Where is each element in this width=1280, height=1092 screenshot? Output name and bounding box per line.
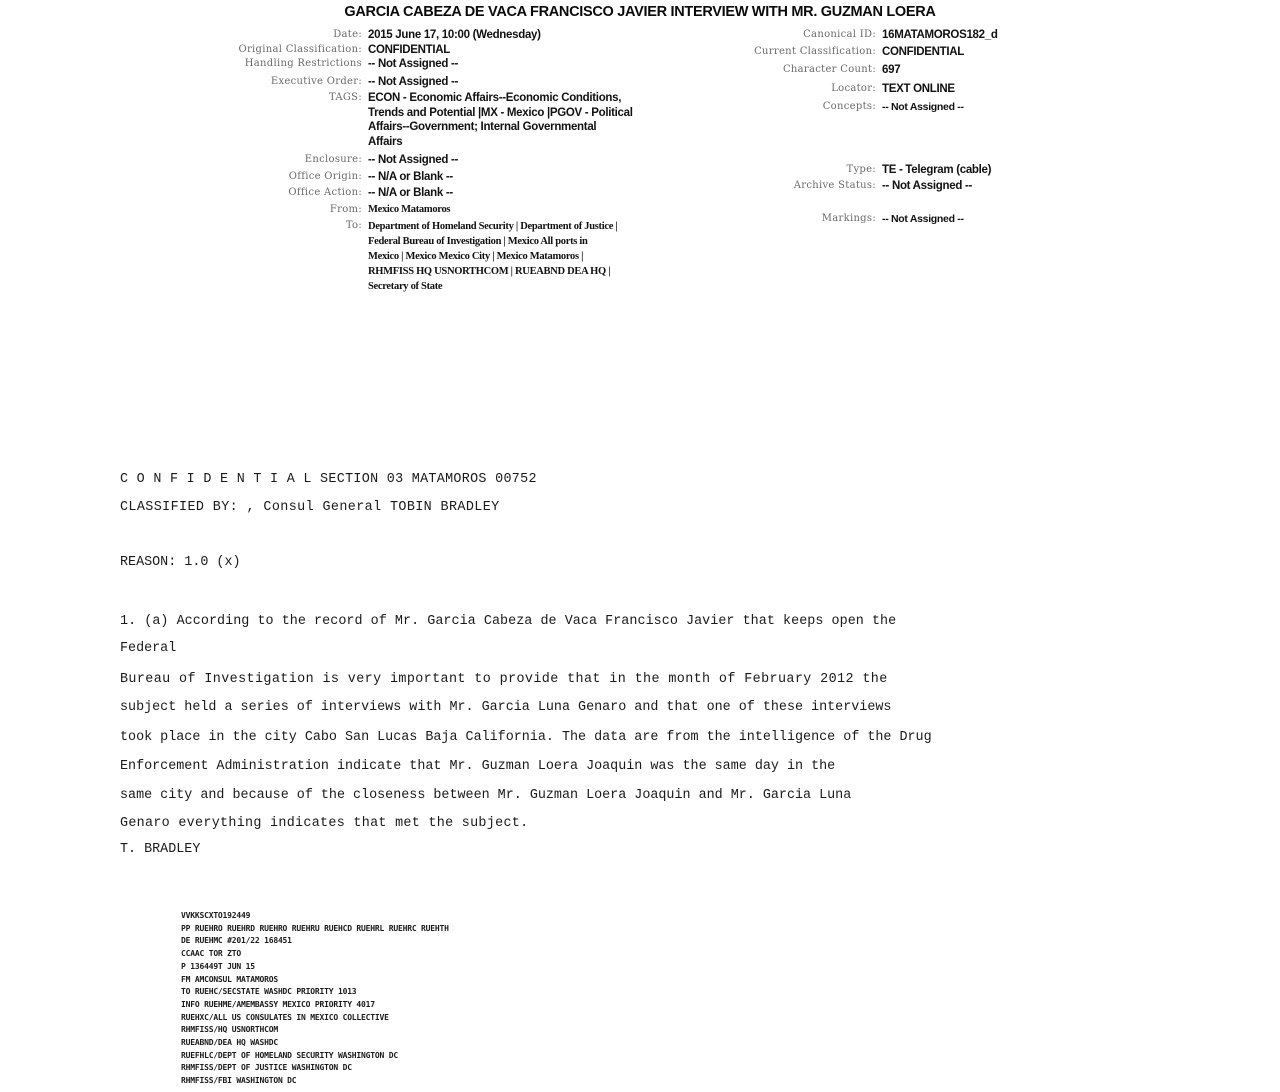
meta-label: Canonical ID: — [803, 29, 876, 40]
meta-row-handling-restrictions — [120, 57, 640, 72]
meta-value: TE - Telegram (cable) — [882, 163, 992, 176]
paragraph-line: same city and because of the closeness between Mr. Guzman Loera Joaquin and Mr. Garcia Luna — [120, 788, 852, 803]
routing-block — [181, 910, 601, 1088]
meta-row-type — [660, 163, 1080, 178]
paragraph-line: took place in the city Cabo San Lucas Baja California. The data are from the intelligence of the Drug — [120, 730, 932, 745]
meta-label: Archive Status: — [793, 180, 876, 191]
document-title: GARCIA CABEZA DE VACA FRANCISCO JAVIER INTERVIEW WITH MR. GUZMAN LOERA — [344, 4, 936, 20]
meta-row-enclosure — [120, 153, 640, 168]
meta-row-tags — [120, 91, 640, 149]
meta-value: -- N/A or Blank -- — [368, 170, 453, 183]
meta-row-character-count — [660, 63, 1080, 78]
routing-line: RUEHXC/ALL US CONSULATES IN MEXICO COLLECTIVE — [181, 1012, 389, 1022]
meta-value: CONFIDENTIAL — [368, 43, 451, 56]
meta-label: Character Count: — [782, 64, 876, 75]
meta-value: 697 — [882, 64, 901, 76]
paragraph-line: Genaro everything indicates that met the subject. — [120, 816, 529, 831]
meta-value: TEXT ONLINE — [882, 82, 955, 95]
paragraph-line: Enforcement Administration indicate that Mr. Guzman Loera Joaquin was the same day in the — [120, 759, 836, 774]
routing-line: INFO RUEHME/AMEMBASSY MEXICO PRIORITY 4017 — [181, 999, 375, 1009]
routing-line: RUEABND/DEA HQ WASHDC — [181, 1038, 278, 1048]
meta-row-concepts — [660, 100, 1080, 115]
meta-value: -- Not Assigned -- — [882, 101, 964, 113]
meta-value: -- Not Assigned -- — [882, 212, 964, 225]
meta-row-original-classification — [120, 43, 640, 58]
meta-row-current-classification — [660, 45, 1080, 60]
meta-label: Current Classification: — [754, 45, 876, 57]
meta-value: 16MATAMOROS182_d — [882, 29, 998, 41]
meta-label: Markings: — [821, 212, 876, 224]
meta-row-date — [120, 28, 640, 43]
meta-value: CONFIDENTIAL — [882, 45, 965, 58]
meta-label: From: — [329, 203, 362, 215]
meta-label: To: — [345, 220, 362, 231]
meta-row-archive-status — [660, 179, 1080, 194]
meta-value: -- Not Assigned -- — [368, 75, 458, 88]
meta-row-from — [120, 203, 640, 218]
signature-line: T. BRADLEY — [120, 842, 201, 857]
meta-value: -- Not Assigned -- — [368, 154, 458, 166]
meta-value: -- N/A or Blank -- — [368, 187, 453, 199]
meta-value: Mexico Matamoros — [368, 203, 451, 215]
paragraph-line: 1. (a) According to the record of Mr. Garcia Cabeza de Vaca Francisco Javier that keeps open the — [120, 614, 897, 629]
meta-value: -- Not Assigned -- — [882, 180, 972, 192]
routing-line: RHMFISS/HQ USNORTHCOM — [181, 1025, 278, 1035]
meta-value: 2015 June 17, 10:00 (Wednesday) — [368, 29, 541, 41]
classified-by-line: CLASSIFIED BY: , Consul General TOBIN BRADLEY — [120, 500, 500, 515]
meta-label: Office Action: — [288, 187, 362, 198]
meta-label: Type: — [846, 163, 876, 175]
meta-row-office-origin — [120, 170, 640, 185]
paragraph-line: Bureau of Investigation is very important to provide that in the month of February 2012 the — [120, 672, 888, 687]
routing-line: PP RUEHRO RUEHRD RUEHRO RUEHRU RUEHCD RUEHRL RUEHRC RUEHTH — [181, 923, 449, 933]
routing-line: P 136449T JUN 15 — [181, 961, 255, 971]
meta-row-executive-order — [120, 75, 640, 90]
meta-label: Original Classification: — [238, 43, 362, 55]
meta-label: Handling Restrictions — [244, 58, 362, 69]
routing-line: FM AMCONSUL MATAMOROS — [181, 974, 278, 984]
meta-value: ECON - Economic Affairs--Economic Conditions, Trends and Potential |MX - Mexico |PGOV - Political Affairs--Government; Internal Governmental Affairs — [368, 92, 633, 148]
meta-row-markings — [660, 212, 1080, 227]
meta-label: Date: — [333, 29, 362, 40]
routing-line: RHMFISS/DEPT OF JUSTICE WASHINGTON DC — [181, 1063, 352, 1073]
meta-label: TAGS: — [328, 92, 362, 103]
meta-label: Concepts: — [822, 101, 876, 112]
reason-line: REASON: 1.0 (x) — [120, 555, 241, 570]
meta-row-office-action — [120, 186, 640, 201]
routing-line: RUEFHLC/DEPT OF HOMELAND SECURITY WASHINGTON DC — [181, 1050, 398, 1060]
meta-label: Executive Order: — [270, 75, 362, 87]
meta-label: Office Origin: — [288, 170, 362, 182]
routing-line: CCAAC TOR ZTO — [181, 949, 242, 959]
meta-label: Locator: — [831, 82, 876, 94]
meta-label: Enclosure: — [304, 154, 362, 165]
paragraph-line: Federal — [120, 641, 177, 656]
meta-row-to — [120, 219, 640, 294]
metadata-left — [120, 28, 640, 294]
routing-line: DE RUEHMC #201/22 168451 — [181, 936, 292, 946]
routing-line: TO RUEHC/SECSTATE WASHDC PRIORITY 1013 — [181, 987, 357, 997]
routing-line: VVKKSCXTO192449 — [181, 911, 251, 920]
meta-value: Department of Homeland Security | Department of Justice | Federal Bureau of Investigation | Mexico All ports in Mexico | Mexico Mexico City | Mexico Matamoros | RHMFISS HQ USNORTHCOM | RUEABND DEA HQ | Secretary of State — [368, 221, 618, 292]
meta-row-canonical-id — [660, 28, 1080, 43]
cable-header-line: C O N F I D E N T I A L SECTION 03 MATAMOROS 00752 — [120, 472, 537, 487]
paragraph-line: subject held a series of interviews with Mr. Garcia Luna Genaro and that one of these interviews — [120, 700, 892, 715]
meta-value: -- Not Assigned -- — [368, 58, 458, 70]
metadata-right — [660, 28, 1080, 226]
meta-row-locator — [660, 82, 1080, 97]
routing-line: RHMFISS/FBI WASHINGTON DC — [181, 1076, 297, 1086]
